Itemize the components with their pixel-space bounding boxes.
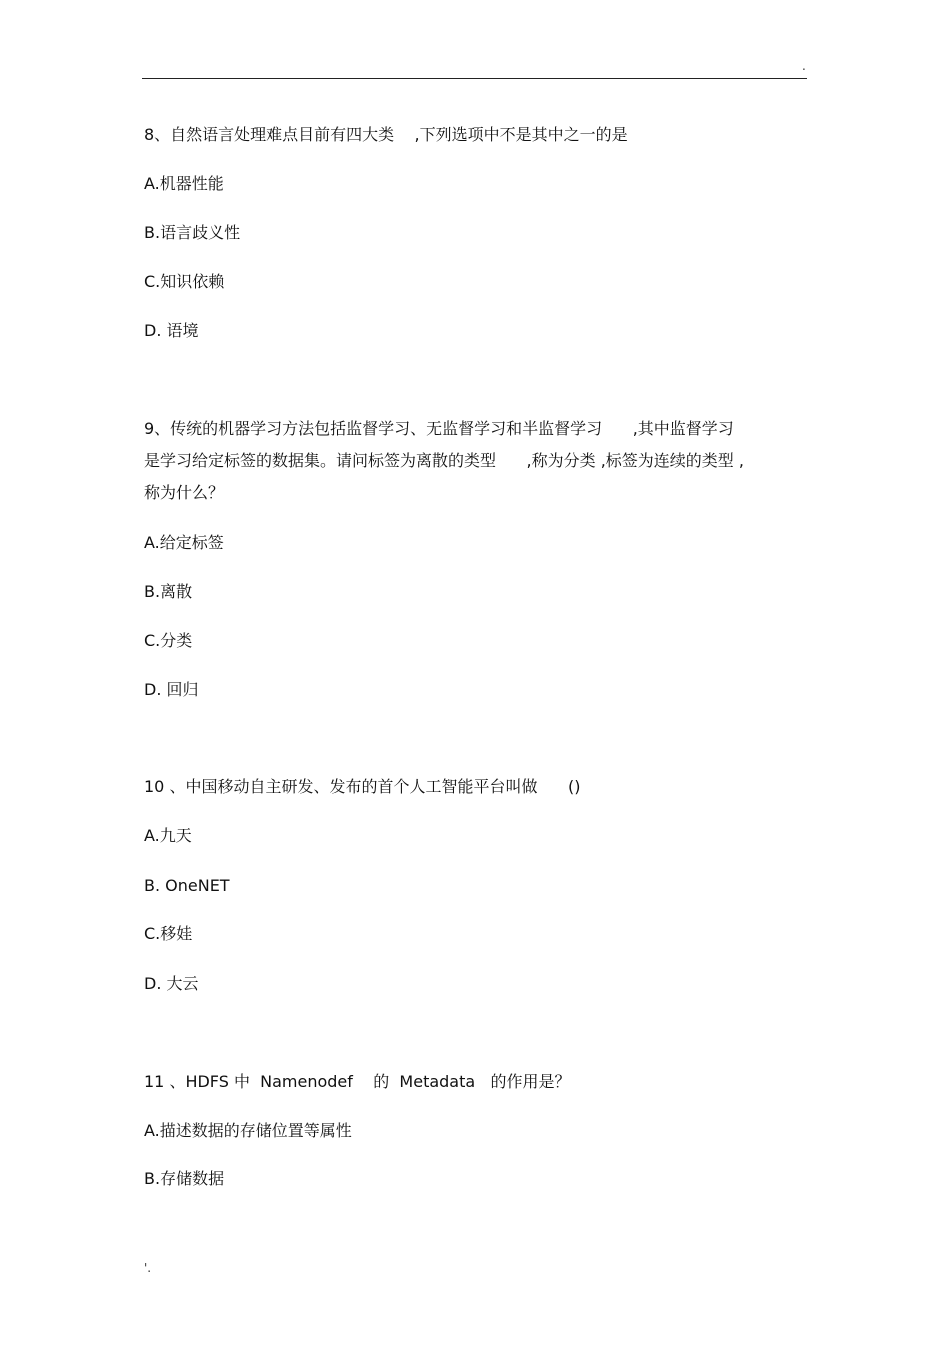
question-10-option-b: B. OneNET [144,876,230,895]
question-9-option-b: B.离散 [144,582,193,601]
question-9-option-c: C.分类 [144,631,193,650]
question-10-option-a: A.九天 [144,826,192,845]
question-8-option-d: D. 语境 [144,321,199,340]
question-10-stem: 10 、中国移动自主研发、发布的首个人工智能平台叫做 () [144,777,581,796]
question-8-stem: 8、自然语言处理难点目前有四大类 ,下列选项中不是其中之一的是 [144,125,628,144]
header-rule [142,78,807,79]
question-9-option-a: A.给定标签 [144,533,224,552]
question-11-option-b: B.存储数据 [144,1169,225,1188]
footer-mark: '. [144,1261,152,1275]
header-mark: . [802,59,806,73]
question-8-option-c: C.知识依赖 [144,272,225,291]
question-8-option-b: B.语言歧义性 [144,223,241,242]
question-9-stem-line-1: 9、传统的机器学习方法包括监督学习、无监督学习和半监督学习 ,其中监督学习 [144,419,734,438]
question-11-option-a: A.描述数据的存储位置等属性 [144,1121,352,1140]
question-10-option-c: C.移娃 [144,924,193,943]
question-8-option-a: A.机器性能 [144,174,224,193]
question-11-stem: 11 、HDFS 中 Namenodef 的 Metadata 的作用是？ [144,1072,571,1091]
question-9-stem-line-3: 称为什么？ [144,483,225,502]
question-9-option-d: D. 回归 [144,680,199,699]
question-9-stem-line-2: 是学习给定标签的数据集。请问标签为离散的类型 ,称为分类 ,标签为连续的类型 , [144,451,744,470]
question-10-option-d: D. 大云 [144,974,199,993]
